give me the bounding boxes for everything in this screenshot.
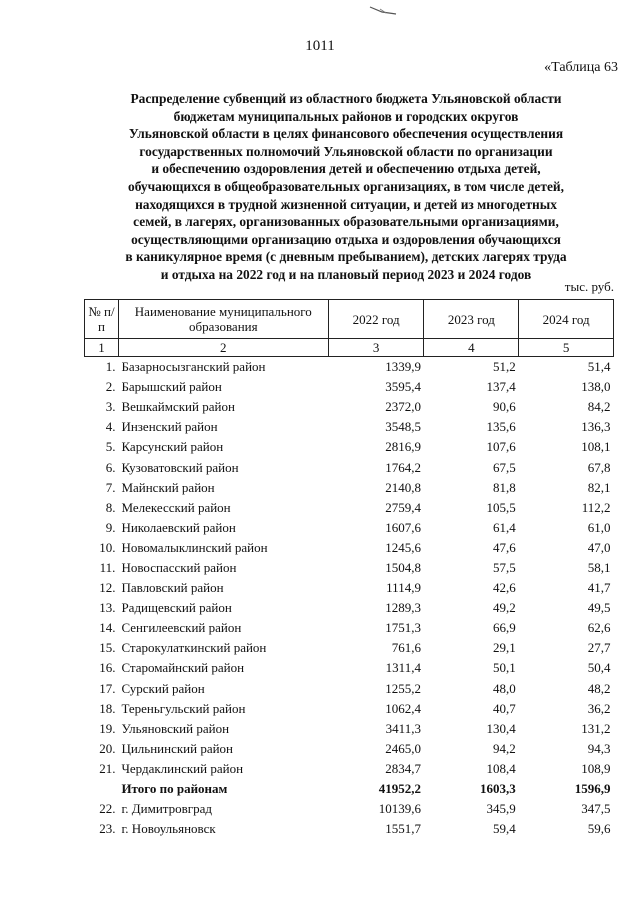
value-2024: 347,5 — [581, 801, 611, 817]
table-row — [85, 679, 614, 699]
value-2024: 62,6 — [587, 620, 611, 636]
value-2024: 58,1 — [587, 559, 611, 575]
header-2023: 2023 год — [424, 300, 519, 339]
value-2022: 2816,9 — [385, 439, 421, 455]
table-row — [85, 598, 614, 618]
value-2023: 1603,3 — [479, 781, 516, 797]
value-2024: 50,4 — [587, 660, 611, 676]
title-line: бюджетам муниципальных районов и городских округов — [173, 108, 519, 124]
row-number: 17. — [99, 680, 116, 696]
row-number: 20. — [99, 740, 116, 756]
table-row — [85, 658, 614, 678]
row-number — [85, 779, 119, 799]
value-2024: 108,1 — [581, 439, 611, 455]
value-2022: 3595,4 — [385, 379, 421, 395]
row-number: 18. — [99, 700, 116, 716]
value-2022: 1245,6 — [385, 539, 421, 555]
value-2024: 112,2 — [581, 499, 611, 515]
header-2024: 2024 год — [519, 300, 614, 339]
value-2023: 51,2 — [492, 359, 516, 375]
value-2023: 94,2 — [492, 740, 516, 756]
value-2024: 47,0 — [587, 539, 611, 555]
municipality-name: Мелекесский район — [121, 499, 231, 515]
municipality-name: Радищевский район — [121, 600, 232, 616]
municipality-name: Николаевский район — [121, 519, 236, 535]
table-row — [85, 437, 614, 457]
value-2023: 107,6 — [486, 439, 516, 455]
column-index: 3 — [328, 339, 424, 357]
row-number: 23. — [99, 821, 116, 837]
value-2022: 2140,8 — [385, 479, 421, 495]
column-index: 2 — [118, 339, 328, 357]
title-line: в каникулярное время (с дневным пребыванием), детских лагерях труда — [125, 249, 567, 265]
column-index: 1 — [85, 339, 119, 357]
value-2024: 36,2 — [587, 700, 611, 716]
value-2023: 90,6 — [492, 399, 516, 415]
row-number: 12. — [99, 580, 116, 596]
page-number: 1011 — [305, 38, 335, 54]
value-2023: 135,6 — [486, 419, 516, 435]
title-line: семей, в лагерях, организованных образовательными организациями, — [133, 214, 559, 230]
value-2022: 10139,6 — [378, 801, 421, 817]
value-2023: 67,5 — [492, 459, 516, 475]
value-2022: 1311,4 — [385, 660, 421, 676]
table-row — [85, 699, 614, 719]
value-2022: 1289,3 — [385, 600, 421, 616]
value-2023: 48,0 — [492, 680, 516, 696]
value-2024: 131,2 — [581, 720, 611, 736]
municipality-name: Инзенский район — [121, 419, 218, 435]
unit-label: тыс. руб. — [564, 279, 614, 294]
value-2024: 59,6 — [587, 821, 611, 837]
value-2022: 1114,9 — [386, 580, 421, 596]
value-2024: 61,0 — [587, 519, 611, 535]
table-row — [85, 538, 614, 558]
table-row — [85, 397, 614, 417]
row-number: 5. — [105, 439, 116, 455]
column-index: 5 — [519, 339, 614, 357]
value-2022: 3548,5 — [385, 419, 421, 435]
value-2024: 41,7 — [587, 580, 611, 596]
title-line: осуществляющими организацию отдыха и оздоровления обучающихся — [131, 231, 561, 247]
municipality-name: Цильнинский район — [121, 740, 234, 756]
table-row — [85, 558, 614, 578]
row-number: 13. — [99, 600, 116, 616]
value-2024: 138,0 — [581, 379, 611, 395]
table-row — [85, 759, 614, 779]
municipality-name: Новомалыклинский район — [121, 539, 268, 555]
scan-mark — [368, 4, 398, 18]
value-2022: 1062,4 — [385, 700, 421, 716]
row-number: 10. — [99, 539, 116, 555]
row-number: 11. — [99, 559, 116, 575]
table-reference: «Таблица 63 — [544, 60, 618, 75]
title-line: находящихся в трудной жизненной ситуации, и детей из многодетных — [135, 196, 557, 212]
municipality-name: Павловский район — [121, 580, 224, 596]
value-2022: 1764,2 — [385, 459, 421, 475]
municipality-name: Итого по районам — [121, 781, 228, 797]
value-2022: 2759,4 — [385, 499, 421, 515]
value-2024: 27,7 — [587, 640, 611, 656]
header-number: № п/п — [85, 300, 119, 339]
value-2024: 51,4 — [587, 359, 611, 375]
value-2022: 2372,0 — [385, 399, 421, 415]
value-2023: 130,4 — [486, 720, 516, 736]
value-2023: 40,7 — [492, 700, 516, 716]
value-2022: 1751,3 — [385, 620, 421, 636]
municipality-name: Тереньгульский район — [121, 700, 246, 716]
row-number: 14. — [99, 620, 116, 636]
value-2022: 1339,9 — [385, 359, 421, 375]
value-2022: 41952,2 — [378, 781, 421, 797]
value-2023: 47,6 — [492, 539, 516, 555]
table-row — [85, 819, 614, 839]
value-2022: 2834,7 — [385, 760, 421, 776]
municipality-name: Старомайнский район — [121, 660, 245, 676]
value-2023: 49,2 — [492, 600, 516, 616]
municipality-name: Карсунский район — [121, 439, 224, 455]
table-row — [85, 518, 614, 538]
value-2023: 61,4 — [492, 519, 516, 535]
value-2024: 82,1 — [587, 479, 611, 495]
value-2023: 57,5 — [492, 559, 516, 575]
table-row — [85, 799, 614, 819]
subsidy-table — [84, 299, 614, 839]
value-2023: 29,1 — [492, 640, 516, 656]
table-body — [85, 357, 614, 840]
value-2024: 49,5 — [587, 600, 611, 616]
row-number: 21. — [99, 760, 116, 776]
table-row — [85, 498, 614, 518]
table-row — [85, 638, 614, 658]
value-2024: 108,9 — [581, 760, 611, 776]
title-line: и обеспечению оздоровления детей и обеспечению отдыха детей, — [151, 161, 541, 177]
table-row — [85, 377, 614, 397]
municipality-name: Майнский район — [121, 479, 215, 495]
municipality-name: г. Новоульяновск — [121, 821, 216, 837]
value-2022: 2465,0 — [385, 740, 421, 756]
value-2022: 761,6 — [391, 640, 421, 656]
value-2022: 1551,7 — [385, 821, 421, 837]
row-number: 3. — [105, 399, 116, 415]
value-2024: 84,2 — [587, 399, 611, 415]
value-2023: 66,9 — [492, 620, 516, 636]
row-number: 2. — [105, 379, 116, 395]
value-2024: 48,2 — [587, 680, 611, 696]
table-row — [85, 417, 614, 437]
table-header-row — [85, 300, 614, 339]
value-2022: 1607,6 — [385, 519, 421, 535]
value-2023: 105,5 — [486, 499, 516, 515]
municipality-name: г. Димитровград — [121, 801, 213, 817]
value-2022: 1255,2 — [385, 680, 421, 696]
header-2022: 2022 год — [328, 300, 424, 339]
municipality-name: Новоспасский район — [121, 559, 237, 575]
value-2022: 1504,8 — [385, 559, 421, 575]
value-2024: 67,8 — [587, 459, 611, 475]
total-row — [85, 779, 614, 799]
table-row — [85, 478, 614, 498]
title-line: Ульяновской области в целях финансового обеспечения осуществления — [128, 126, 564, 142]
value-2022: 3411,3 — [385, 720, 421, 736]
municipality-name: Сурский район — [121, 680, 205, 696]
row-number: 6. — [105, 459, 116, 475]
value-2023: 42,6 — [492, 580, 516, 596]
row-number: 8. — [105, 499, 116, 515]
row-number: 1. — [105, 359, 116, 375]
value-2024: 136,3 — [581, 419, 611, 435]
table-row — [85, 457, 614, 477]
value-2024: 94,3 — [587, 740, 611, 756]
municipality-name: Чердаклинский район — [121, 760, 244, 776]
title-line: государственных полномочий Ульяновской области по организации — [139, 143, 553, 159]
row-number: 19. — [99, 720, 116, 736]
municipality-name: Кузоватовский район — [121, 459, 239, 475]
value-2023: 345,9 — [486, 801, 516, 817]
value-2023: 59,4 — [492, 821, 516, 837]
header-municipality: Наименование муниципального образования — [118, 300, 328, 339]
column-index-row — [85, 339, 614, 357]
value-2023: 81,8 — [492, 479, 516, 495]
row-number: 9. — [105, 519, 116, 535]
municipality-name: Сенгилеевский район — [121, 620, 242, 636]
column-index: 4 — [424, 339, 519, 357]
municipality-name: Базарносызганский район — [121, 359, 266, 375]
table-row — [85, 739, 614, 759]
value-2024: 1596,9 — [574, 781, 611, 797]
title-line: Распределение субвенций из областного бюджета Ульяновской области — [130, 91, 562, 106]
table-row — [85, 357, 614, 378]
municipality-name: Старокулаткинский район — [121, 640, 267, 656]
row-number: 7. — [105, 479, 116, 495]
row-number: 16. — [99, 660, 116, 676]
municipality-name: Барышский район — [121, 379, 222, 395]
row-number: 15. — [99, 640, 116, 656]
title-line: и отдыха на 2022 год и на плановый период 2023 и 2024 годов — [160, 266, 532, 282]
value-2023: 50,1 — [492, 660, 516, 676]
document-title — [86, 90, 606, 284]
table-row — [85, 618, 614, 638]
title-line: обучающихся в общеобразовательных организациях, в том числе детей, — [128, 178, 564, 194]
row-number: 22. — [99, 801, 116, 817]
table-row — [85, 578, 614, 598]
row-number: 4. — [105, 419, 116, 435]
value-2023: 108,4 — [486, 760, 516, 776]
municipality-name: Ульяновский район — [121, 720, 230, 736]
municipality-name: Вешкаймский район — [121, 399, 235, 415]
value-2023: 137,4 — [486, 379, 516, 395]
table-row — [85, 719, 614, 739]
